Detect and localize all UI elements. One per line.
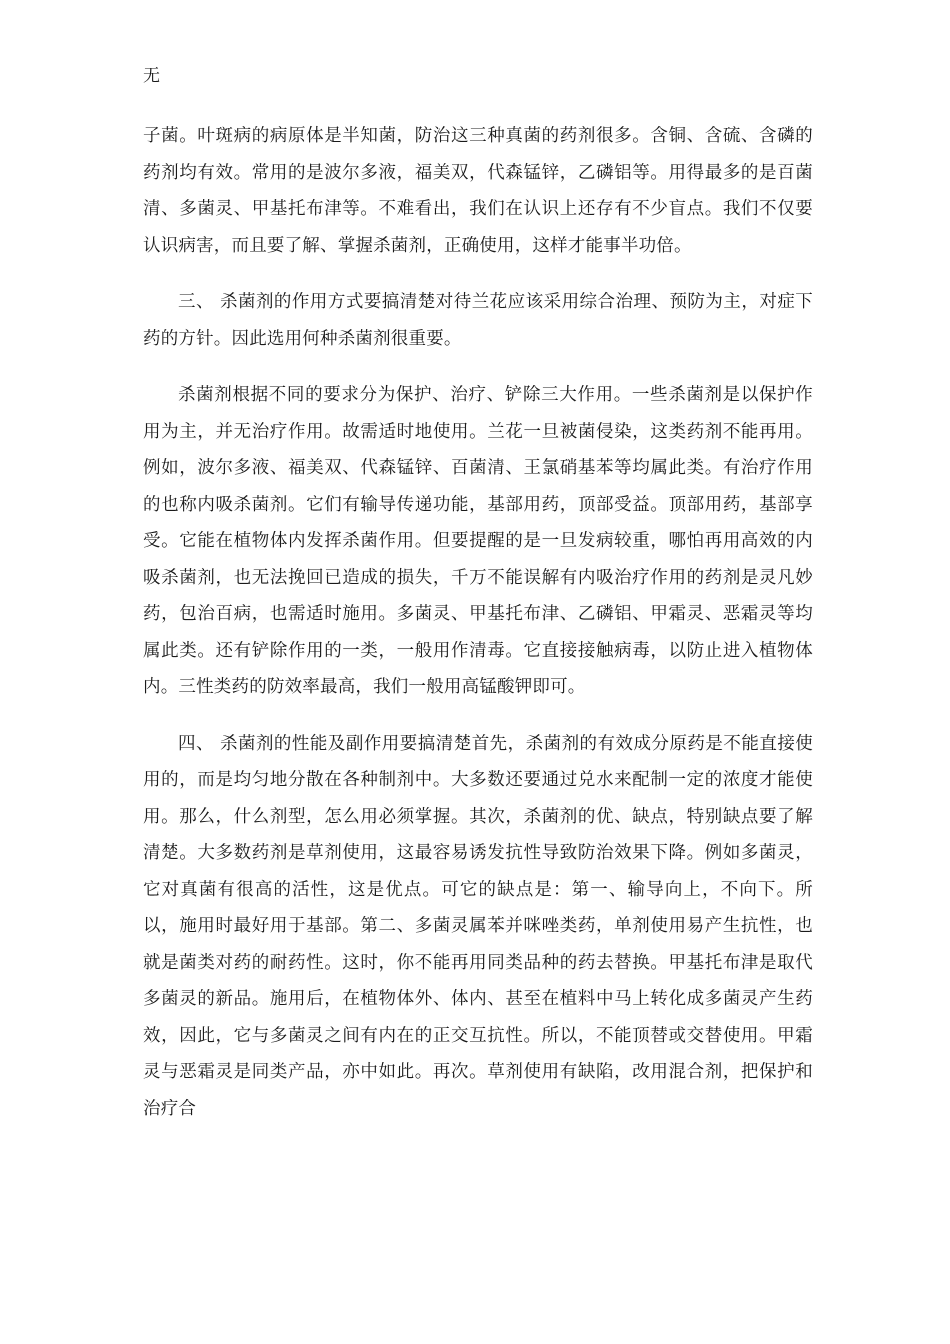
- page-header: 无: [143, 66, 160, 86]
- document-body: [143, 118, 813, 1147]
- paragraph-section-three: 三、 杀菌剂的作用方式要搞清楚对待兰花应该采用综合治理、预防为主，对症下药的方针。因此选用何种杀菌剂很重要。: [143, 292, 813, 349]
- paragraph-section-four: 四、 杀菌剂的性能及副作用要搞清楚首先，杀菌剂的有效成分原药是不能直接使用的，而是均匀地分散在各种制剂中。大多数还要通过兑水来配制一定的浓度才能使用。那么，什么剂型，怎么用必须掌握。其次，杀菌剂的优、缺点，特别缺点要了解清楚。大多数药剂是草剂使用，这最容易诱发抗性导致防治效果下降。例如多菌灵，它对真菌有很高的活性，这是优点。可它的缺点是：第一、输导向上，不向下。所以，施用时最好用于基部。第二、多菌灵属苯并咪唑类药，单剂使用易产生抗性，也就是菌类对药的耐药性。这时，你不能再用同类品种的药去替换。甲基托布津是取代多菌灵的新品。施用后，在植物体外、体内、甚至在植料中马上转化成多菌灵产生药效，因此，它与多菌灵之间有内在的正交互抗性。所以，不能顶替或交替使用。甲霜灵与恶霜灵是同类产品，亦中如此。再次。草剂使用有缺陷，改用混合剂，把保护和治疗合: [143, 733, 813, 1119]
- paragraph-continuation: 子菌。叶斑病的病原体是半知菌，防治这三种真菌的药剂很多。含铜、含硫、含磷的药剂均有效。常用的是波尔多液，福美双，代森锰锌，乙磷铝等。用得最多的是百菌清、多菌灵、甲基托布津等。不难看出，我们在认识上还存有不少盲点。我们不仅要认识病害，而且要了解、掌握杀菌剂，正确使用，这样才能事半功倍。: [143, 126, 813, 256]
- paragraph-fungicide-functions: 杀菌剂根据不同的要求分为保护、治疗、铲除三大作用。一些杀菌剂是以保护作用为主，并无治疗作用。故需适时地使用。兰花一旦被菌侵染，这类药剂不能再用。例如，波尔多液、福美双、代森锰锌、百菌清、王氯硝基苯等均属此类。有治疗作用的也称内吸杀菌剂。它们有输导传递功能，基部用药，顶部受益。顶部用药，基部享受。它能在植物体内发挥杀菌作用。但要提醒的是一旦发病较重，哪怕再用高效的内吸杀菌剂，也无法挽回已造成的损失，千万不能误解有内吸治疗作用的药剂是灵凡妙药，包治百病，也需适时施用。多菌灵、甲基托布津、乙磷铝、甲霜灵、恶霜灵等均属此类。还有铲除作用的一类，一般用作清毒。它直接接触病毒，以防止进入植物体内。三性类药的防效率最高，我们一般用高锰酸钾即可。: [143, 385, 813, 697]
